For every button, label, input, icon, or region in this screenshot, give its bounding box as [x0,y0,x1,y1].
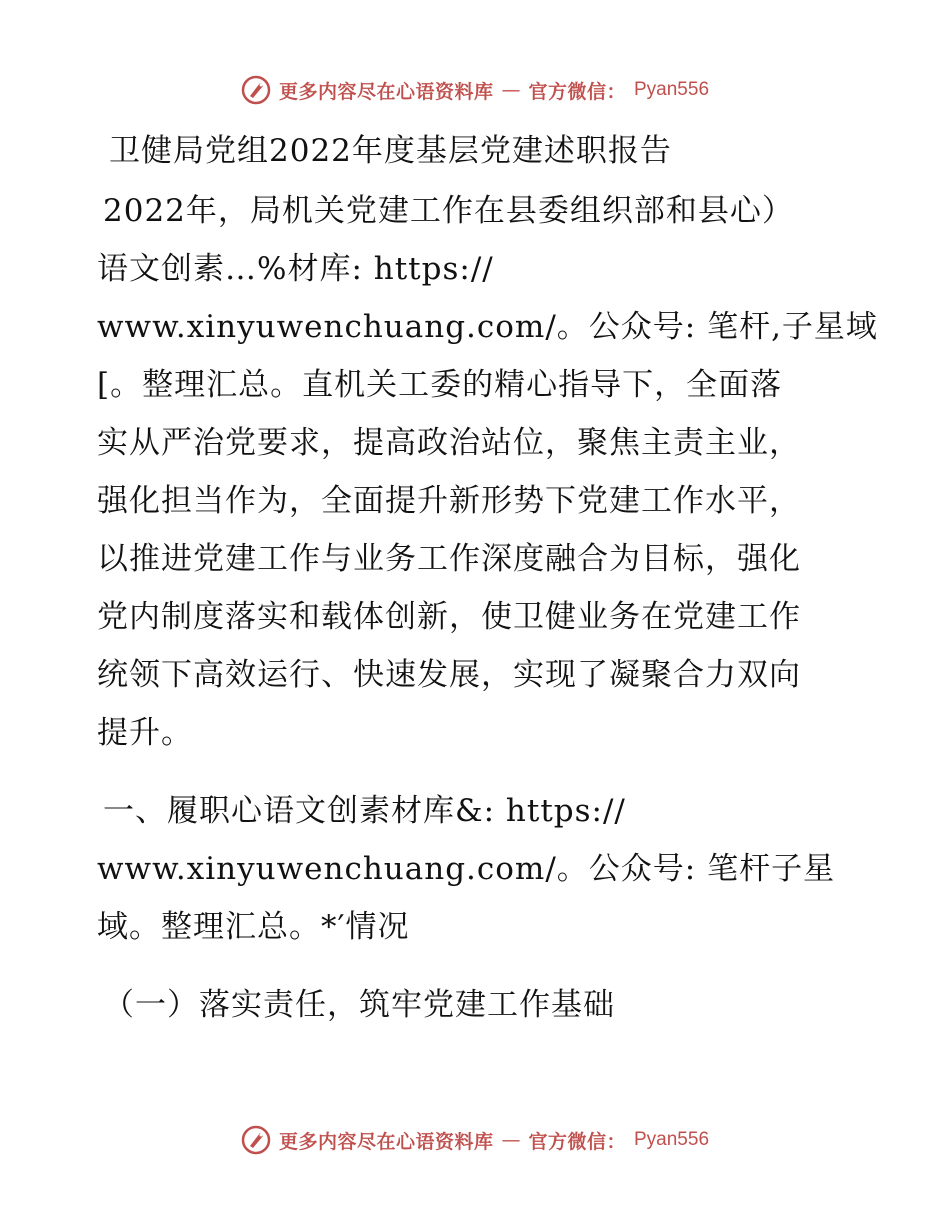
section-line: 域。整理汇总。*′情况 [97,909,410,945]
spacer [97,762,857,782]
document-title: 卫健局党组2022年度基层党建述职报告 [109,133,672,169]
section-heading-1 [97,782,857,956]
paragraph-intro [97,182,878,762]
paragraph-line: [。整理汇总。直机关工委的精心指导下，全面落 [97,367,783,403]
paragraph-line: 强化担当作为，全面提升新形势下党建工作水平， [97,483,801,519]
paragraph-line: 2022年，局机关党建工作在县委组织部和县心） [103,193,794,229]
paragraph-line: 提升。 [97,715,193,751]
watermark-footer [0,1120,950,1160]
spacer [97,956,857,976]
pen-nib-logo-icon [241,75,271,105]
watermark-wechat-label: 官方微信： [528,1130,626,1153]
document-body [97,120,878,1034]
watermark-dash: — [501,1129,521,1151]
paragraph-line: www.xinyuwenchuang.com/。公众号: 笔杆,子星域 [97,309,878,345]
pen-nib-logo-icon [241,1125,271,1155]
watermark-dash: — [501,79,521,101]
watermark-site-text: 更多内容尽在心语资料库 [278,80,494,103]
section-line: 一、履职心语文创素材库&: https:// [103,793,626,829]
section-line: www.xinyuwenchuang.com/。公众号: 笔杆子星 [97,851,836,887]
paragraph-line: 语文创素…%材库: https:// [97,251,494,287]
watermark-wechat-account: Pyan556 [634,1129,710,1150]
watermark-header [0,70,950,110]
paragraph-line: 实从严治党要求，提高政治站位，聚焦主责主业， [97,425,801,461]
watermark-site-text: 更多内容尽在心语资料库 [278,1130,494,1153]
paragraph-line: 以推进党建工作与业务工作深度融合为目标，强化 [97,541,801,577]
watermark-wechat-label: 官方微信： [528,80,626,103]
subsection-heading-1: （一）落实责任，筑牢党建工作基础 [103,987,615,1023]
paragraph-line: 党内制度落实和载体创新，使卫健业务在党建工作 [97,599,801,635]
paragraph-line: 统领下高效运行、快速发展，实现了凝聚合力双向 [97,657,801,693]
watermark-wechat-account: Pyan556 [634,79,710,100]
